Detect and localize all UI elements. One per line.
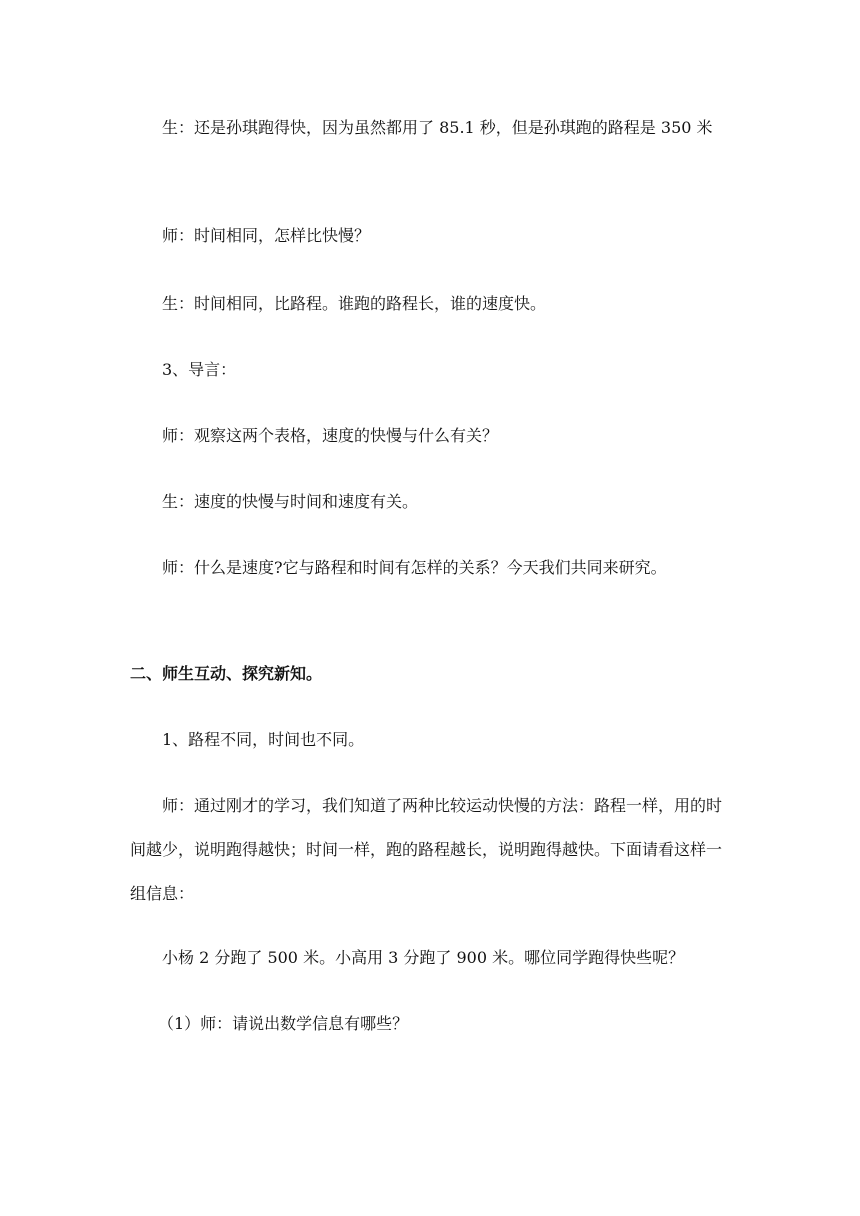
- paragraph-question-1: （1）师：请说出数学信息有哪些？: [158, 1014, 409, 1033]
- section-heading: 二、师生互动、探究新知。: [130, 664, 323, 683]
- paragraph-problem-statement: 小杨 2 分跑了 500 米。小高用 3 分跑了 900 米。哪位同学跑得快些呢？: [162, 948, 685, 967]
- paragraph-student-answer-1: 生：还是孙琪跑得快，因为虽然都用了 85.1 秒，但是孙琪跑的路程是 350 米: [162, 118, 713, 137]
- paragraph-teacher-question-2: 师：观察这两个表格，速度的快慢与什么有关？: [162, 426, 499, 445]
- paragraph-teacher-question-3: 师：什么是速度?它与路程和时间有怎样的关系？今天我们共同来研究。: [162, 558, 667, 577]
- paragraph-section-intro: 3、导言：: [162, 360, 237, 379]
- paragraph-student-answer-3: 生：速度的快慢与时间和速度有关。: [162, 492, 419, 511]
- paragraph-student-answer-2: 生：时间相同，比路程。谁跑的路程长，谁的速度快。: [162, 294, 547, 313]
- paragraph-subsection-1: 1、路程不同，时间也不同。: [162, 730, 365, 749]
- paragraph-teacher-explanation: 师：通过刚才的学习，我们知道了两种比较运动快慢的方法：路程一样，用的时间越少，说明跑得越快；时间一样，跑的路程越长，说明跑得越快。下面请看这样一组信息：: [130, 796, 723, 903]
- paragraph-teacher-question-1: 师：时间相同，怎样比快慢？: [162, 226, 371, 245]
